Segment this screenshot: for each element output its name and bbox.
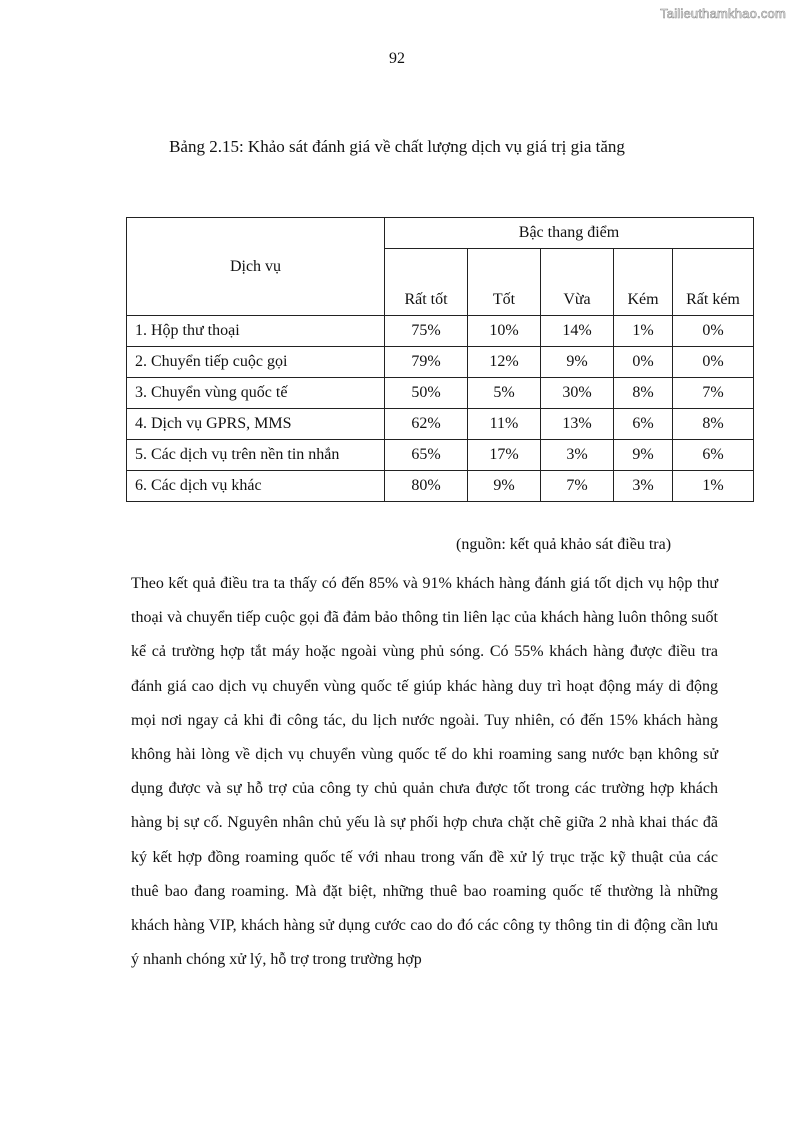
table-row xyxy=(127,316,754,347)
column-header-very-poor: Rất kém xyxy=(673,249,754,316)
rating-value: 1% xyxy=(614,316,673,347)
rating-value: 7% xyxy=(541,471,614,502)
service-column-header: Dịch vụ xyxy=(127,218,385,316)
rating-value: 0% xyxy=(673,316,754,347)
rating-value: 80% xyxy=(385,471,468,502)
table-row xyxy=(127,409,754,440)
rating-value: 13% xyxy=(541,409,614,440)
rating-value: 0% xyxy=(673,347,754,378)
rating-value: 8% xyxy=(673,409,754,440)
service-name: 2. Chuyển tiếp cuộc gọi xyxy=(127,347,385,378)
table-row xyxy=(127,440,754,471)
rating-value: 9% xyxy=(468,471,541,502)
rating-value: 62% xyxy=(385,409,468,440)
rating-value: 6% xyxy=(614,409,673,440)
rating-value: 30% xyxy=(541,378,614,409)
service-name: 4. Dịch vụ GPRS, MMS xyxy=(127,409,385,440)
column-header-very-good: Rất tốt xyxy=(385,249,468,316)
service-name: 5. Các dịch vụ trên nền tin nhắn xyxy=(127,440,385,471)
column-header-average: Vừa xyxy=(541,249,614,316)
column-header-good: Tốt xyxy=(468,249,541,316)
source-note: (nguồn: kết quả khảo sát điều tra) xyxy=(456,536,672,553)
body-paragraph: Theo kết quả điều tra ta thấy có đến 85% và 91% khách hàng đánh giá tốt dịch vụ hộp thư thoại và chuyển tiếp cuộc gọi đã đảm bảo thông tin liên lạc của khách hàng luôn thông suốt kể cả trường hợp tắt máy hoặc ngoài vùng phủ sóng. Có 55% khách hàng được điều tra đánh giá cao dịch vụ chuyển vùng quốc tế giúp khác hàng duy trì hoạt động máy di động mọi nơi ngay cả khi đi công tác, du lịch nước ngoài. Tuy nhiên, có đến 15% khách hàng không hài lòng về dịch vụ chuyển vùng quốc tế do khi roaming sang nước bạn không sử dụng được và sự hỗ trợ của công ty chủ quản chưa được tốt trong các trường hợp khách hàng bị sự cố. Nguyên nhân chủ yếu là sự phối hợp chưa chặt chẽ giữa 2 nhà khai thác đã ký kết hợp đồng roaming quốc tế với nhau trong vấn đề xử lý trục trặc kỹ thuật của các thuê bao đang roaming. Mà đặt biệt, những thuê bao roaming quốc tế thường là những khách hàng VIP, khách hàng sử dụng cước cao do đó các công ty thông tin di động cần lưu ý nhanh chóng xử lý, hỗ trợ trong trường hợp xyxy=(131,575,718,969)
survey-table xyxy=(126,217,754,502)
rating-value: 5% xyxy=(468,378,541,409)
rating-value: 9% xyxy=(541,347,614,378)
watermark-text: Tailieuthamkhao.com xyxy=(660,6,786,21)
rating-value: 75% xyxy=(385,316,468,347)
rating-value: 0% xyxy=(614,347,673,378)
rating-value: 3% xyxy=(614,471,673,502)
rating-value: 9% xyxy=(614,440,673,471)
service-name: 3. Chuyển vùng quốc tế xyxy=(127,378,385,409)
rating-value: 11% xyxy=(468,409,541,440)
rating-value: 14% xyxy=(541,316,614,347)
rating-value: 8% xyxy=(614,378,673,409)
table-row xyxy=(127,347,754,378)
rating-value: 12% xyxy=(468,347,541,378)
rating-value: 10% xyxy=(468,316,541,347)
rating-value: 3% xyxy=(541,440,614,471)
table-row xyxy=(127,378,754,409)
rating-value: 1% xyxy=(673,471,754,502)
service-name: 6. Các dịch vụ khác xyxy=(127,471,385,502)
rating-value: 6% xyxy=(673,440,754,471)
page-number: 92 xyxy=(389,50,405,67)
table-header-row xyxy=(127,218,754,249)
rating-value: 65% xyxy=(385,440,468,471)
rating-scale-header: Bậc thang điểm xyxy=(385,218,754,249)
rating-value: 50% xyxy=(385,378,468,409)
rating-value: 79% xyxy=(385,347,468,378)
table-row xyxy=(127,471,754,502)
rating-value: 17% xyxy=(468,440,541,471)
rating-value: 7% xyxy=(673,378,754,409)
service-name: 1. Hộp thư thoại xyxy=(127,316,385,347)
column-header-poor: Kém xyxy=(614,249,673,316)
table-caption: Bảng 2.15: Khảo sát đánh giá về chất lượng dịch vụ giá trị gia tăng xyxy=(169,137,625,156)
